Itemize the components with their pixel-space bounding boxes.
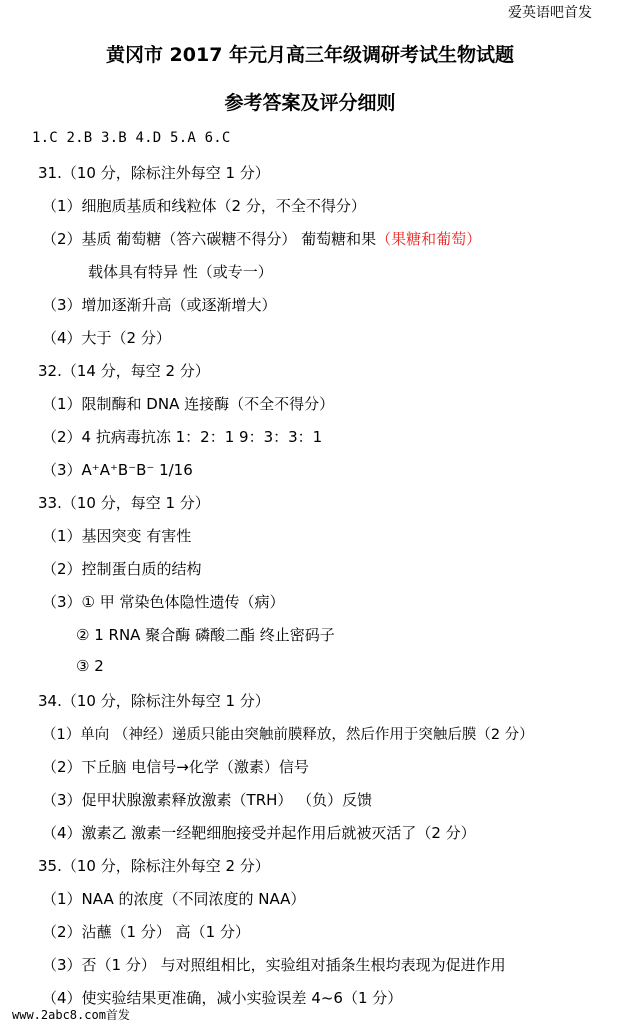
q31-answer-2 [42, 228, 481, 249]
q31-answer-2-continued: 载体具有特异 性（或专一） [88, 263, 273, 281]
q32-header: 32.（14 分，每空 2 分） [38, 362, 210, 380]
mcq-answers: 1.C 2.B 3.B 4.D 5.A 6.C [32, 130, 231, 146]
q35-answer-4: （4）使实验结果更准确，减小实验误差 4~6（1 分） [42, 989, 403, 1007]
q34-answer-2: （2）下丘脑 电信号→化学（激素）信号 [42, 758, 309, 776]
footer-site-url: www.2abc8.com [12, 1008, 106, 1022]
q34-header: 34.（10 分，除标注外每空 1 分） [38, 692, 270, 710]
q31-answer-4: （4）大于（2 分） [42, 329, 171, 347]
q34-answer-3: （3）促甲状腺激素释放激素（TRH） （负）反馈 [42, 791, 373, 809]
q31-header: 31.（10 分，除标注外每空 1 分） [38, 164, 270, 182]
q33-answer-3-2: ② 1 RNA 聚合酶 磷酸二酯 终止密码子 [76, 626, 335, 644]
document-title: 黄冈市 2017 年元月高三年级调研考试生物试题 [105, 44, 515, 66]
q32-answer-2: （2）4 抗病毒抗冻 1：2：1 9：3：3：1 [42, 428, 323, 446]
footer-label: 首发 [105, 1008, 130, 1022]
q33-answer-1: （1）基因突变 有害性 [42, 527, 192, 545]
q35-header: 35.（10 分，除标注外每空 2 分） [38, 857, 270, 875]
q33-answer-3-3: ③ 2 [76, 657, 104, 675]
q34-answer-1: （1）单向 （神经）递质只能由突触前膜释放，然后作用于突触后膜（2 分） [42, 727, 534, 743]
footer-watermark [12, 1006, 130, 1023]
q31-answer-2-red-note: （果糖和葡萄） [376, 230, 482, 248]
q31-answer-1: （1）细胞质基质和线粒体（2 分，不全不得分） [42, 197, 366, 215]
q33-answer-2: （2）控制蛋白质的结构 [42, 560, 202, 578]
q32-answer-3: （3）A⁺A⁺B⁻B⁻ 1/16 [42, 461, 193, 479]
q33-answer-3-1: （3）① 甲 常染色体隐性遗传（病） [42, 593, 285, 611]
q32-answer-1: （1）限制酶和 DNA 连接酶（不全不得分） [42, 395, 335, 413]
q31-answer-3: （3）增加逐渐升高（或逐渐增大） [42, 296, 277, 314]
q31-answer-2-text: （2）基质 葡萄糖（答六碳糖不得分） 葡萄糖和果 [42, 230, 377, 248]
q35-answer-1: （1）NAA 的浓度（不同浓度的 NAA） [42, 890, 306, 908]
q33-header: 33.（10 分，每空 1 分） [38, 494, 210, 512]
q34-answer-4: （4）激素乙 激素一经靶细胞接受并起作用后就被灭活了（2 分） [42, 824, 476, 842]
top-right-label: 爱英语吧首发 [508, 5, 592, 21]
q35-answer-3: （3）否（1 分） 与对照组相比，实验组对插条生根均表现为促进作用 [42, 956, 506, 974]
document-subtitle: 参考答案及评分细则 [224, 92, 396, 114]
q35-answer-2: （2）沾蘸（1 分） 高（1 分） [42, 923, 250, 941]
